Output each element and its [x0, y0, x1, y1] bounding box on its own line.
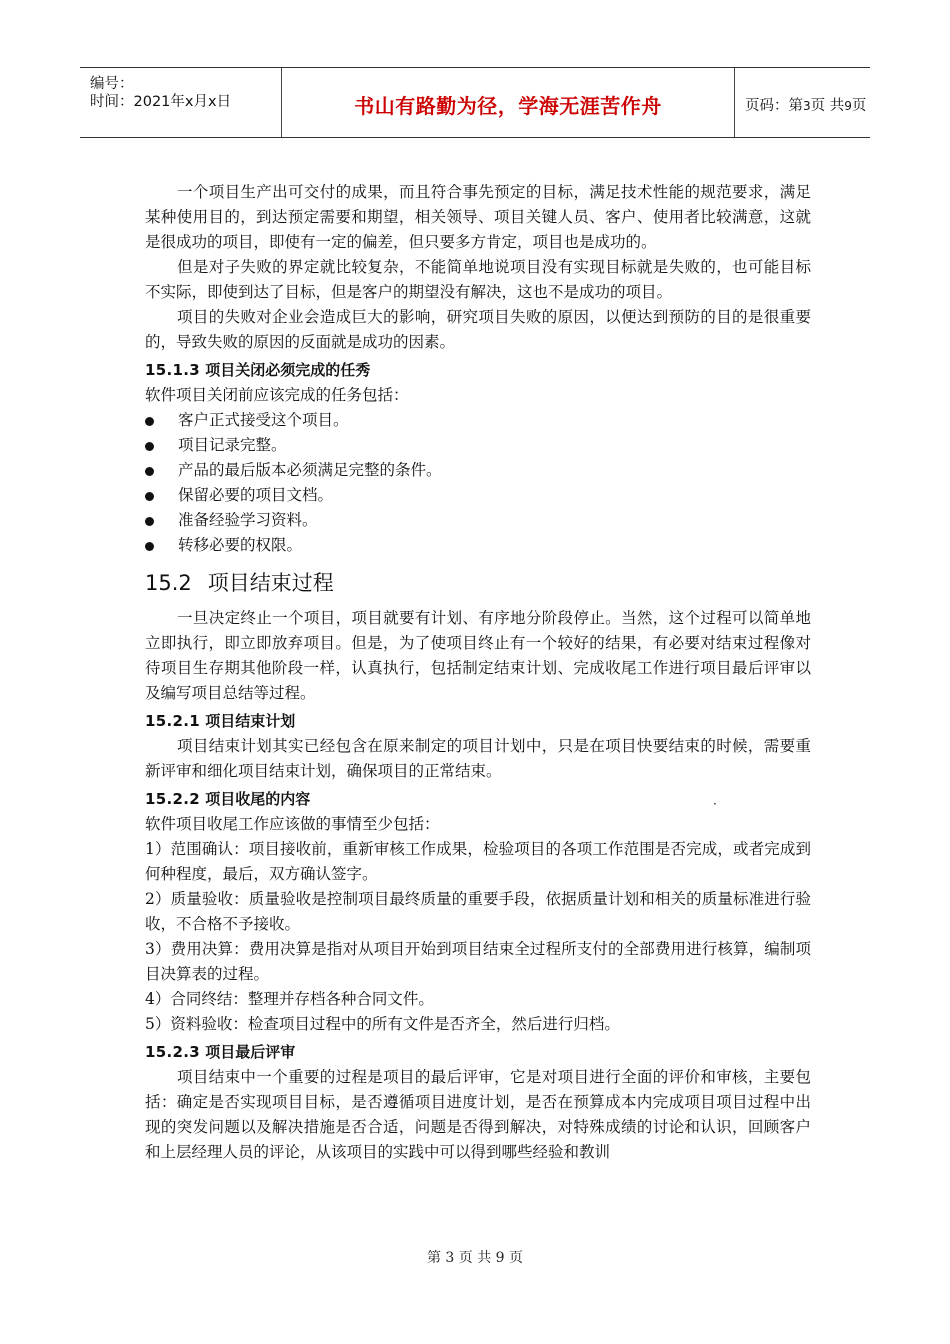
header-page-number — [745, 94, 866, 115]
section-title: 项目收尾的内容 — [205, 790, 311, 808]
bullet-icon — [145, 542, 154, 551]
section-number: 15.2.2 — [145, 790, 200, 808]
section-title: 项目结束计划 — [205, 712, 296, 730]
header-page-cell — [735, 68, 870, 137]
list-item: 2）质量验收：质量验收是控制项目最终质量的重要手段，依据质量计划和相关的质量标准进行验收，不合格不予接收。 — [145, 890, 811, 933]
section-number: 15.1.3 — [145, 361, 200, 379]
section-title: 项目结束过程 — [207, 571, 334, 595]
list-item-text: 转移必要的权限。 — [178, 536, 303, 554]
page-total: 9 — [844, 99, 852, 113]
paragraph: 项目结束计划其实已经包含在原来制定的项目计划中，只是在项目快要结束的时候，需要重新评审和细化项目结束计划，确保项目的正常结束。 — [145, 737, 811, 780]
bullet-icon — [145, 517, 154, 526]
page-current: 3 — [803, 99, 811, 113]
paragraph: 软件项目关闭前应该完成的任务包括： — [145, 386, 409, 404]
list-item: 5）资料验收：检查项目过程中的所有文件是否齐全，然后进行归档。 — [145, 1015, 620, 1033]
list-item-text: 保留必要的项目文档。 — [178, 486, 334, 504]
list-item — [145, 508, 811, 533]
page-end: 页 — [851, 98, 867, 114]
section-number: 15.2.3 — [145, 1043, 200, 1061]
list-item: 4）合同终结：整理并存档各种合同文件。 — [145, 990, 434, 1008]
section-title: 项目最后评审 — [205, 1043, 296, 1061]
page-footer: 第 3 页 共 9 页 — [426, 1250, 524, 1266]
header-motto: 书山有路勤为径，学海无涯苦作舟 — [354, 94, 662, 118]
page-mid: 页 共 — [810, 98, 845, 114]
stray-mark: · — [713, 797, 717, 811]
list-item — [145, 533, 811, 558]
bullet-icon — [145, 467, 154, 476]
section-heading-15-2 — [145, 568, 811, 598]
section-heading-15-2-3 — [145, 1040, 811, 1065]
list-item-text: 客户正式接受这个项目。 — [178, 411, 349, 429]
paragraph: 一个项目生产出可交付的成果，而且符合事先预定的目标，满足技术性能的规范要求，满足某种使用目的，到达预定需要和期望，相关领导、项目关键人员、客户、使用者比较满意，这就是很成功的项目，即使有一定的偏差，但只要多方肯定，项目也是成功的。 — [145, 183, 811, 251]
bullet-icon — [145, 417, 154, 426]
list-item: 3）费用决算：费用决算是指对从项目开始到项目结束全过程所支付的全部费用进行核算，编制项目决算表的过程。 — [145, 940, 811, 983]
list-item-text: 项目记录完整。 — [178, 436, 287, 454]
list-item — [145, 408, 811, 433]
bullet-list — [145, 408, 811, 558]
paragraph: 一旦决定终止一个项目，项目就要有计划、有序地分阶段停止。当然，这个过程可以简单地立即执行，即立即放弃项目。但是，为了使项目终止有一个较好的结果，有必要对结束过程像对待项目生存期其他阶段一样，认真执行，包括制定结束计划、完成收尾工作进行项目最后评审以及编写项目总结等过程。 — [145, 609, 811, 702]
paragraph: 项目结束中一个重要的过程是项目的最后评审，它是对项目进行全面的评价和审核，主要包括：确定是否实现项目目标，是否遵循项目进度计划，是否在预算成本内完成项目项目过程中出现的突发问题以及解决措施是否合适，问题是否得到解决，对特殊成绩的讨论和认识，回顾客户和上层经理人员的评论，从该项目的实践中可以得到哪些经验和教训 — [145, 1068, 811, 1161]
document-body — [145, 180, 811, 1165]
section-number: 15.2.1 — [145, 712, 200, 730]
document-date-label: 时间：2021年x月x日 — [90, 94, 232, 110]
bullet-icon — [145, 492, 154, 501]
page-header — [80, 67, 870, 138]
list-item — [145, 458, 811, 483]
header-motto-cell — [282, 68, 735, 137]
section-heading-15-2-2 — [145, 787, 811, 812]
list-item-text: 产品的最后版本必须满足完整的条件。 — [178, 461, 442, 479]
section-title: 项目关闭必须完成的任秀 — [205, 361, 371, 379]
list-item — [145, 433, 811, 458]
bullet-icon — [145, 442, 154, 451]
list-item-text: 准备经验学习资料。 — [178, 511, 318, 529]
header-meta-cell — [80, 68, 282, 137]
paragraph: 但是对子失败的界定就比较复杂，不能简单地说项目没有实现目标就是失败的，也可能目标不实际，即使到达了目标，但是客户的期望没有解决，这也不是成功的项目。 — [145, 258, 811, 301]
numbered-list — [145, 837, 811, 1037]
section-heading-15-2-1 — [145, 709, 811, 734]
document-number-label: 编号： — [90, 76, 134, 92]
list-item: 1）范围确认：项目接收前，重新审核工作成果，检验项目的各项工作范围是否完成，或者完成到何种程度，最后，双方确认签字。 — [145, 840, 811, 883]
section-heading-15-1-3 — [145, 358, 811, 383]
section-number: 15.2 — [145, 571, 192, 595]
page-label: 页码：第 — [745, 98, 803, 114]
list-item — [145, 483, 811, 508]
paragraph: 软件项目收尾工作应该做的事情至少包括： — [145, 815, 440, 833]
paragraph: 项目的失败对企业会造成巨大的影响，研究项目失败的原因，以便达到预防的目的是很重要的，导致失败的原因的反面就是成功的因素。 — [145, 308, 811, 351]
